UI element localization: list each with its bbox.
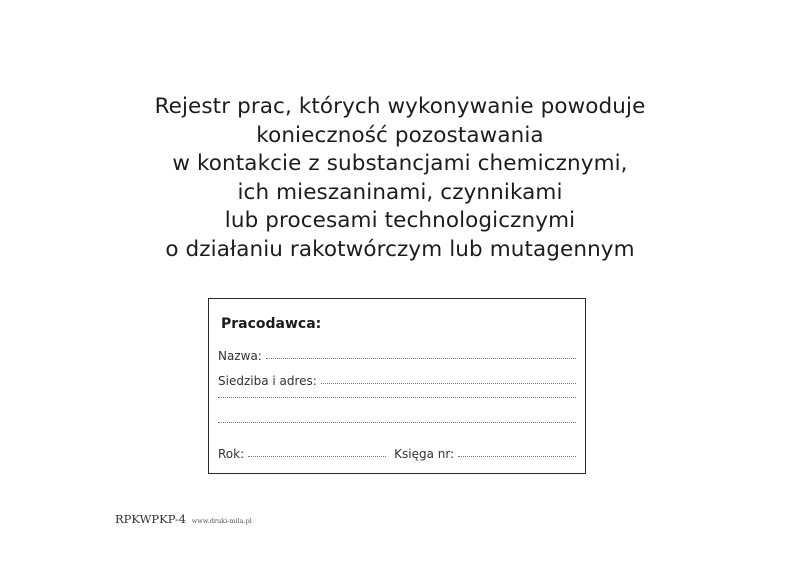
- book-number-field[interactable]: [458, 455, 576, 457]
- year-book-row: [218, 447, 576, 461]
- title-line-4: ich mieszaninami, czynnikami: [237, 179, 563, 205]
- year-label: Rok:: [218, 447, 245, 461]
- address-field-line-2[interactable]: [218, 396, 576, 398]
- employer-box: [208, 298, 586, 474]
- form-code: RPKWPKP-4: [115, 512, 187, 526]
- name-label: Nazwa:: [218, 349, 262, 363]
- address-field[interactable]: [321, 382, 576, 384]
- name-row: [218, 349, 576, 363]
- year-field[interactable]: [248, 455, 386, 457]
- address-row: [218, 374, 576, 388]
- employer-heading: Pracodawca:: [221, 316, 322, 332]
- title-line-6: o działaniu rakotwórczym lub mutagennym: [165, 236, 635, 262]
- address-field-line-3[interactable]: [218, 421, 576, 423]
- address-label: Siedziba i adres:: [218, 374, 317, 388]
- website-text: www.druki-mila.pl: [191, 517, 252, 525]
- address-line-2-row: [218, 397, 576, 399]
- title-line-3: w kontakcie z substancjami chemicznymi,: [172, 151, 628, 177]
- address-line-3-row: [218, 422, 576, 424]
- title-line-2: konieczność pozostawania: [256, 122, 544, 148]
- book-label: Księga nr:: [394, 447, 455, 461]
- document-title: [0, 93, 800, 265]
- title-line-1: Rejestr prac, których wykonywanie powoduje: [154, 94, 646, 119]
- name-field[interactable]: [266, 357, 576, 359]
- title-line-5: lub procesami technologicznymi: [224, 208, 576, 234]
- footer: [115, 512, 252, 526]
